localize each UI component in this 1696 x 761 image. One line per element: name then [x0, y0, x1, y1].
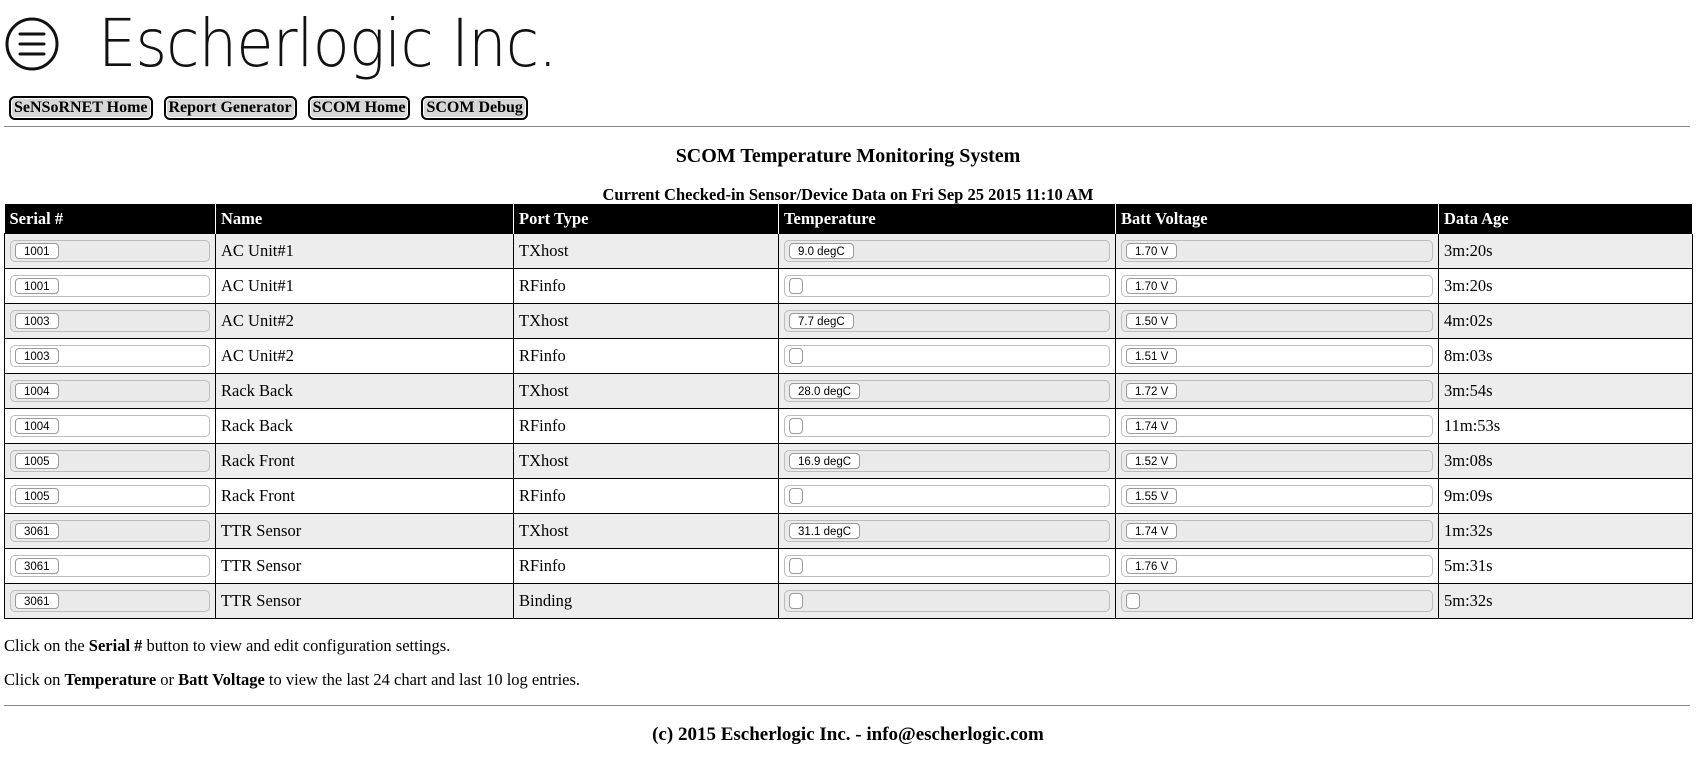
- name-cell: AC Unit#1: [216, 234, 514, 269]
- serial-help-text: [4, 636, 450, 656]
- name-cell: Rack Back: [216, 374, 514, 409]
- batt-voltage-cell: [1116, 514, 1439, 549]
- temperature-button[interactable]: [789, 558, 803, 574]
- temperature-button[interactable]: [789, 278, 803, 294]
- batt-voltage-cell: [1116, 444, 1439, 479]
- batt-voltage-field: [1121, 310, 1433, 332]
- temperature-cell: [779, 409, 1116, 444]
- temperature-button[interactable]: 7.7 degC: [789, 313, 854, 329]
- col-header-batt-voltage: Batt Voltage: [1116, 204, 1439, 234]
- data-age-cell: 9m:09s: [1439, 479, 1693, 514]
- top-divider: [4, 126, 1690, 127]
- serial-cell: [5, 269, 216, 304]
- temperature-cell: [779, 339, 1116, 374]
- batt-voltage-field: [1121, 275, 1433, 297]
- col-header-data-age: Data Age: [1439, 204, 1693, 234]
- temperature-cell: [779, 269, 1116, 304]
- bottom-divider: [4, 705, 1690, 706]
- serial-cell: [5, 339, 216, 374]
- batt-voltage-button[interactable]: 1.74 V: [1126, 418, 1177, 434]
- batt-voltage-cell: [1116, 584, 1439, 619]
- serial-cell: [5, 234, 216, 269]
- note-text: Click on: [4, 670, 65, 689]
- footer-copyright: (c) 2015 Escherlogic Inc. - info@escherlogic.com: [652, 724, 1044, 745]
- page-title: SCOM Temperature Monitoring System: [675, 145, 1021, 167]
- serial-field: [10, 310, 210, 332]
- temperature-field: [784, 520, 1110, 542]
- serial-cell: [5, 584, 216, 619]
- serial-button[interactable]: 1005: [15, 488, 59, 504]
- temperature-field: [784, 380, 1110, 402]
- brand-name: Escherlogic Inc.: [98, 5, 557, 82]
- batt-voltage-field: [1121, 450, 1433, 472]
- serial-button[interactable]: 3061: [15, 558, 59, 574]
- note-bold-temperature: Temperature: [64, 670, 157, 689]
- sensornet-home-button[interactable]: SeNSoRNET Home: [9, 96, 153, 120]
- serial-field: [10, 275, 210, 297]
- report-generator-button[interactable]: Report Generator: [164, 96, 297, 120]
- note-text: to view the last 24 chart and last 10 log entries.: [264, 670, 581, 689]
- sensor-data-table: [4, 204, 1693, 619]
- name-cell: Rack Front: [216, 444, 514, 479]
- batt-voltage-cell: [1116, 269, 1439, 304]
- batt-voltage-button[interactable]: 1.50 V: [1126, 313, 1177, 329]
- serial-button[interactable]: 3061: [15, 523, 59, 539]
- name-cell: TTR Sensor: [216, 549, 514, 584]
- temperature-field: [784, 485, 1110, 507]
- batt-voltage-field: [1121, 485, 1433, 507]
- col-header-port-type: Port Type: [514, 204, 779, 234]
- serial-field: [10, 485, 210, 507]
- port-type-cell: TXhost: [514, 374, 779, 409]
- data-age-cell: 3m:20s: [1439, 234, 1693, 269]
- temperature-field: [784, 450, 1110, 472]
- serial-field: [10, 380, 210, 402]
- name-cell: TTR Sensor: [216, 584, 514, 619]
- batt-voltage-button[interactable]: 1.51 V: [1126, 348, 1177, 364]
- batt-voltage-cell: [1116, 549, 1439, 584]
- data-age-cell: 8m:03s: [1439, 339, 1693, 374]
- temperature-field: [784, 415, 1110, 437]
- serial-button[interactable]: 1004: [15, 418, 59, 434]
- port-type-cell: RFinfo: [514, 549, 779, 584]
- batt-voltage-field: [1121, 520, 1433, 542]
- name-cell: AC Unit#2: [216, 339, 514, 374]
- serial-cell: [5, 374, 216, 409]
- batt-voltage-cell: [1116, 304, 1439, 339]
- serial-cell: [5, 409, 216, 444]
- data-age-cell: 3m:20s: [1439, 269, 1693, 304]
- serial-field: [10, 240, 210, 262]
- serial-button[interactable]: 1001: [15, 243, 59, 259]
- serial-cell: [5, 479, 216, 514]
- batt-voltage-field: [1121, 590, 1433, 612]
- serial-button[interactable]: 1003: [15, 313, 59, 329]
- note-bold-batt-voltage: Batt Voltage: [178, 670, 265, 689]
- serial-button[interactable]: 1004: [15, 383, 59, 399]
- table-row: [5, 479, 1693, 514]
- table-row: [5, 514, 1693, 549]
- serial-button[interactable]: 1001: [15, 278, 59, 294]
- temperature-field: [784, 240, 1110, 262]
- serial-field: [10, 520, 210, 542]
- serial-cell: [5, 304, 216, 339]
- batt-voltage-button[interactable]: 1.70 V: [1126, 243, 1177, 259]
- serial-field: [10, 555, 210, 577]
- data-age-cell: 3m:54s: [1439, 374, 1693, 409]
- port-type-cell: RFinfo: [514, 339, 779, 374]
- table-row: [5, 339, 1693, 374]
- batt-voltage-cell: [1116, 409, 1439, 444]
- col-header-name: Name: [216, 204, 514, 234]
- temperature-button[interactable]: [789, 488, 803, 504]
- temperature-cell: [779, 304, 1116, 339]
- temperature-button[interactable]: 31.1 degC: [789, 523, 860, 539]
- serial-cell: [5, 444, 216, 479]
- temperature-field: [784, 590, 1110, 612]
- table-row: [5, 409, 1693, 444]
- temperature-button[interactable]: 28.0 degC: [789, 383, 860, 399]
- scom-debug-button[interactable]: SCOM Debug: [421, 96, 527, 120]
- data-age-cell: 5m:31s: [1439, 549, 1693, 584]
- batt-voltage-button[interactable]: [1126, 593, 1140, 609]
- batt-voltage-button[interactable]: 1.70 V: [1126, 278, 1177, 294]
- serial-button[interactable]: 1003: [15, 348, 59, 364]
- temperature-cell: [779, 514, 1116, 549]
- batt-voltage-cell: [1116, 234, 1439, 269]
- name-cell: Rack Front: [216, 479, 514, 514]
- data-age-cell: 11m:53s: [1439, 409, 1693, 444]
- serial-cell: [5, 549, 216, 584]
- serial-field: [10, 345, 210, 367]
- nav-bar: [9, 96, 528, 120]
- batt-voltage-button[interactable]: 1.52 V: [1126, 453, 1177, 469]
- temperature-cell: [779, 584, 1116, 619]
- temperature-cell: [779, 374, 1116, 409]
- temperature-field: [784, 345, 1110, 367]
- table-header-row: [5, 204, 1693, 234]
- scom-home-button[interactable]: SCOM Home: [308, 96, 411, 120]
- serial-button[interactable]: 3061: [15, 593, 59, 609]
- data-age-cell: 5m:32s: [1439, 584, 1693, 619]
- col-header-serial: Serial #: [5, 204, 216, 234]
- table-row: [5, 374, 1693, 409]
- batt-voltage-field: [1121, 380, 1433, 402]
- batt-voltage-field: [1121, 415, 1433, 437]
- port-type-cell: TXhost: [514, 444, 779, 479]
- batt-voltage-cell: [1116, 374, 1439, 409]
- port-type-cell: TXhost: [514, 234, 779, 269]
- temperature-button[interactable]: [789, 593, 803, 609]
- table-row: [5, 584, 1693, 619]
- temperature-button[interactable]: [789, 348, 803, 364]
- serial-field: [10, 590, 210, 612]
- temperature-button[interactable]: [789, 418, 803, 434]
- escherlogic-logo-icon: [4, 16, 60, 72]
- serial-button[interactable]: 1005: [15, 453, 59, 469]
- temperature-button[interactable]: 16.9 degC: [789, 453, 860, 469]
- batt-voltage-cell: [1116, 339, 1439, 374]
- batt-voltage-field: [1121, 555, 1433, 577]
- table-row: [5, 304, 1693, 339]
- temperature-field: [784, 310, 1110, 332]
- data-age-cell: 4m:02s: [1439, 304, 1693, 339]
- serial-field: [10, 415, 210, 437]
- chart-help-text: [4, 670, 580, 690]
- port-type-cell: Binding: [514, 584, 779, 619]
- col-header-temperature: Temperature: [779, 204, 1116, 234]
- port-type-cell: RFinfo: [514, 269, 779, 304]
- temperature-field: [784, 555, 1110, 577]
- temperature-cell: [779, 444, 1116, 479]
- serial-cell: [5, 514, 216, 549]
- batt-voltage-button[interactable]: 1.72 V: [1126, 383, 1177, 399]
- temperature-button[interactable]: 9.0 degC: [789, 243, 854, 259]
- note-bold-serial: Serial #: [88, 636, 143, 655]
- site-header: [4, 6, 596, 82]
- name-cell: AC Unit#1: [216, 269, 514, 304]
- name-cell: TTR Sensor: [216, 514, 514, 549]
- note-text: Click on the: [4, 636, 89, 655]
- temperature-cell: [779, 479, 1116, 514]
- note-text: or: [156, 670, 179, 689]
- table-row: [5, 269, 1693, 304]
- table-row: [5, 234, 1693, 269]
- name-cell: Rack Back: [216, 409, 514, 444]
- temperature-cell: [779, 234, 1116, 269]
- table-row: [5, 549, 1693, 584]
- batt-voltage-button[interactable]: 1.76 V: [1126, 558, 1177, 574]
- table-row: [5, 444, 1693, 479]
- serial-field: [10, 450, 210, 472]
- table-caption: Current Checked-in Sensor/Device Data on Fri Sep 25 2015 11:10 AM: [602, 185, 1094, 204]
- temperature-field: [784, 275, 1110, 297]
- batt-voltage-button[interactable]: 1.55 V: [1126, 488, 1177, 504]
- port-type-cell: TXhost: [514, 514, 779, 549]
- name-cell: AC Unit#2: [216, 304, 514, 339]
- port-type-cell: RFinfo: [514, 479, 779, 514]
- batt-voltage-button[interactable]: 1.74 V: [1126, 523, 1177, 539]
- batt-voltage-field: [1121, 240, 1433, 262]
- temperature-cell: [779, 549, 1116, 584]
- batt-voltage-field: [1121, 345, 1433, 367]
- data-age-cell: 1m:32s: [1439, 514, 1693, 549]
- data-age-cell: 3m:08s: [1439, 444, 1693, 479]
- batt-voltage-cell: [1116, 479, 1439, 514]
- note-text: button to view and edit configuration settings.: [142, 636, 451, 655]
- port-type-cell: RFinfo: [514, 409, 779, 444]
- port-type-cell: TXhost: [514, 304, 779, 339]
